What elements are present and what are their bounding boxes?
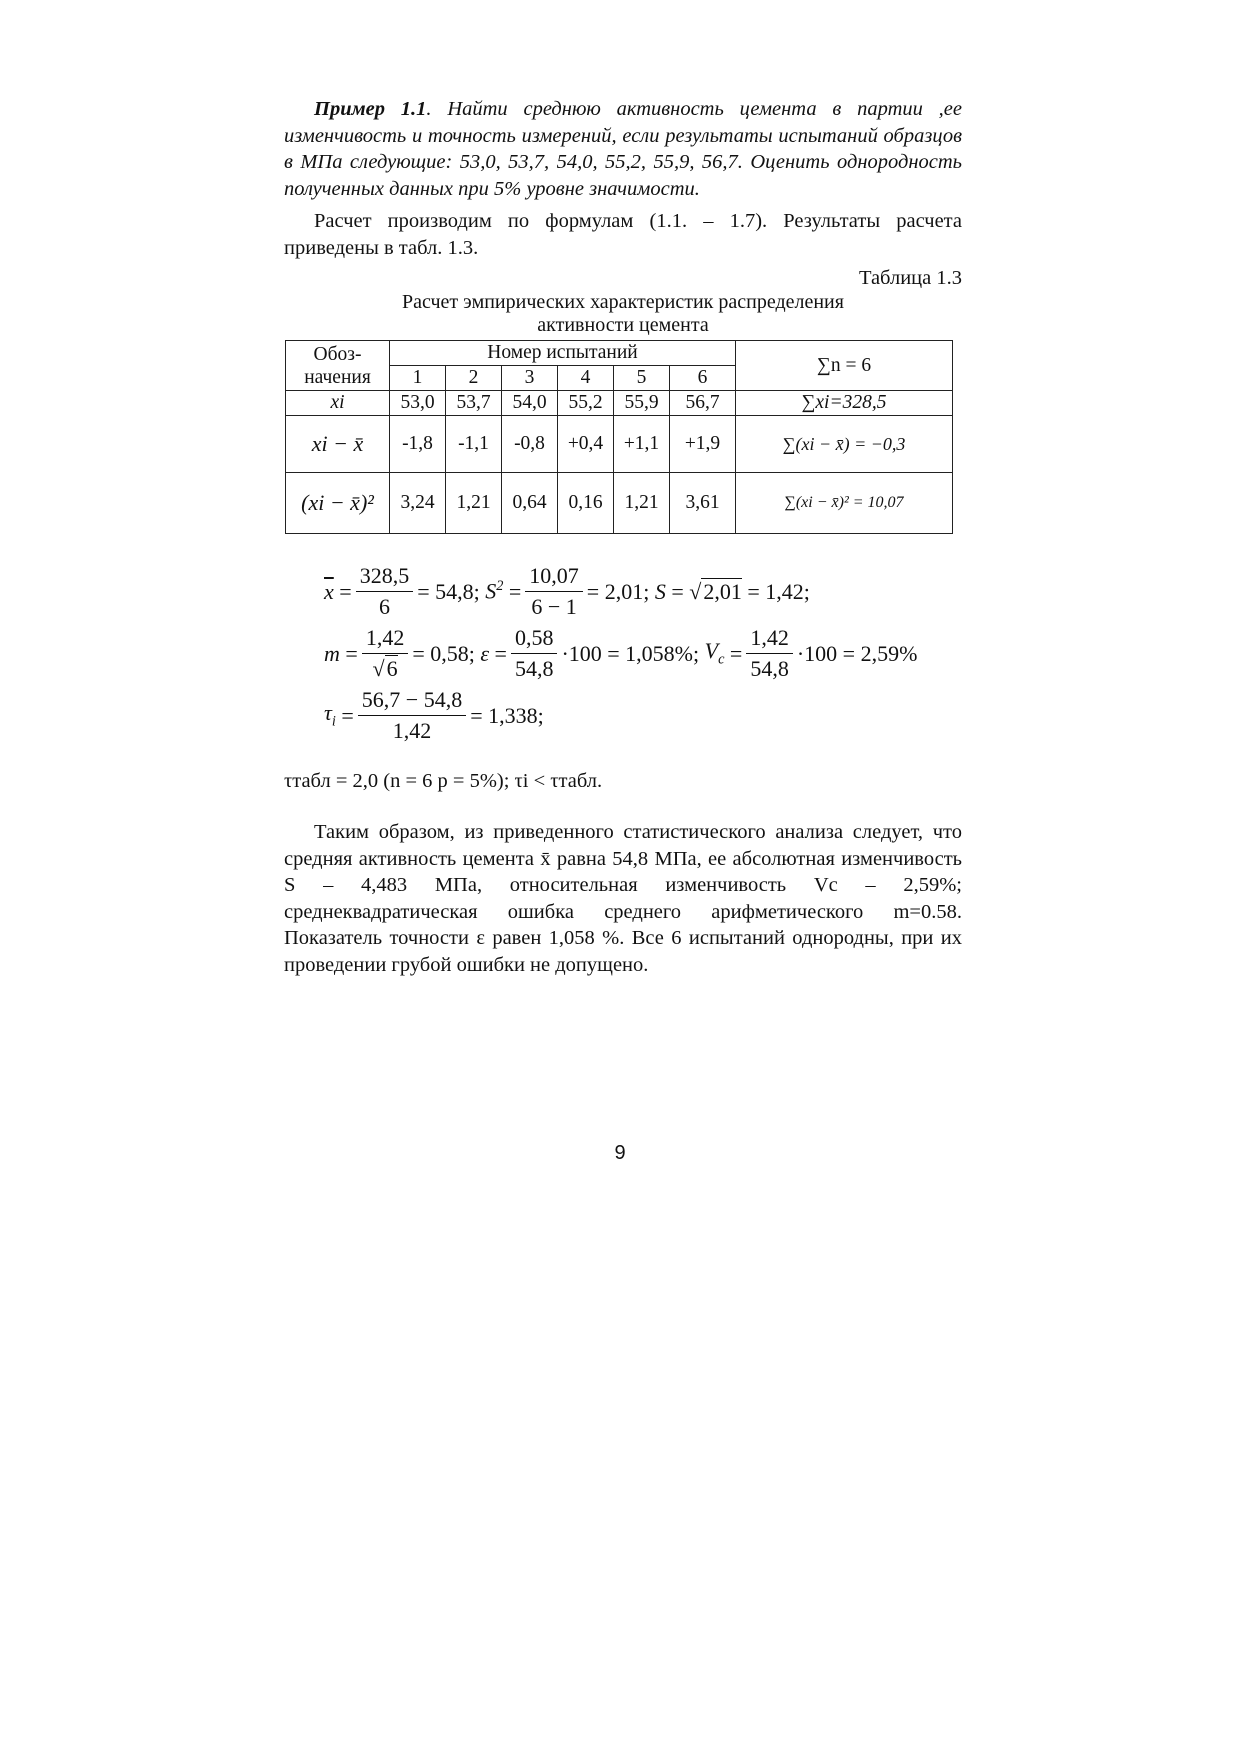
table-row xyxy=(286,416,953,473)
numerator: 1,42 xyxy=(746,624,793,654)
row-label: (xi − x̄)² xyxy=(286,473,390,534)
formula-block xyxy=(284,562,962,742)
denominator: 6 xyxy=(378,594,390,619)
denominator: 6 − 1 xyxy=(531,594,577,619)
formula-line-1: $\overline{x}$ = $\frac{328,5}{6}$ = 54,8; $S^2$ = $\frac{10,07}{6 - 1}$ = 2,01; S = √ 2,01 = 1,42; xyxy=(324,563,810,619)
table-cell: 1,21 xyxy=(614,473,670,534)
table-number: Таблица 1.3 xyxy=(858,267,962,289)
fraction xyxy=(525,562,583,621)
sqrt-value: 2,01 xyxy=(703,579,742,604)
denominator: 54,8 xyxy=(514,656,554,681)
result: ·100 = 1,058%; xyxy=(561,640,700,666)
table-cell: -1,1 xyxy=(446,416,502,473)
table-cell: 0,16 xyxy=(558,473,614,534)
table-cell: +1,9 xyxy=(670,416,736,473)
example-text: . Найти среднюю активность цемента в партии ,ее изменчивость и точность измерений, если результаты испытаний образцов в МПа следующие: 53,0, 53,7, 54,0, 55,2, 55,9, 56,7. Оценить однородность полученных данных при 5% уровне значимости. xyxy=(284,98,962,200)
fraction xyxy=(356,562,414,621)
result: ·100 = 2,59% xyxy=(796,640,918,666)
numerator: 328,5 xyxy=(356,562,414,592)
denominator: √6 xyxy=(372,656,398,681)
result: = 54,8; xyxy=(417,578,480,604)
fraction xyxy=(362,624,409,683)
conclusion-paragraph: Таким образом, из приведенного статистического анализа следует, что средняя активность цемента x̄ равна 54,8 МПа, ее абсолютная изменчивость S – 4,483 МПа, относительная изменчивость Vc – 2,59%; среднеквадратическая ошибка среднего арифметического m=0.58. Показатель точности ε равен 1,058 %. Все 6 испытаний однородны, при их проведении грубой ошибки не допущено. xyxy=(284,821,962,976)
formula-line-2: m = $\frac{1,42}{√6}$ = 0,58; ε = $\frac{0,58}{54,8}$ ·100 = 1,058%; $V_c$ = $\frac{1,42}{54,8}$ ·100 = 2,59% xyxy=(324,625,918,681)
intro-paragraph: Расчет производим по формулам (1.1. – 1.7). Результаты расчета приведены в табл. 1.3. xyxy=(284,210,962,259)
table-caption-line1: Расчет эмпирических характеристик распределения xyxy=(402,291,844,313)
sqrt-value: 6 xyxy=(386,656,398,681)
example-paragraph xyxy=(284,96,962,202)
test-number: 3 xyxy=(502,366,558,391)
test-number: 2 xyxy=(446,366,502,391)
table-cell: +1,1 xyxy=(614,416,670,473)
table-cell: -1,8 xyxy=(390,416,446,473)
tau-criterion-line: τтабл = 2,0 (n = 6 p = 5%); τi < τтабл. xyxy=(284,770,603,792)
row-sum: ∑(xi − x̄) = −0,3 xyxy=(736,416,953,473)
fraction xyxy=(358,686,466,745)
test-number: 6 xyxy=(670,366,736,391)
table-cell: 53,7 xyxy=(446,391,502,416)
row-label: xi xyxy=(286,391,390,416)
table-cell: -0,8 xyxy=(502,416,558,473)
result: = 1,42; xyxy=(747,578,810,604)
numerator: 0,58 xyxy=(511,624,558,654)
table-cell: 55,2 xyxy=(558,391,614,416)
result: = 0,58; xyxy=(412,640,475,666)
denominator: 54,8 xyxy=(750,656,789,681)
fraction xyxy=(746,624,793,683)
head-tests: Номер испытаний xyxy=(390,341,736,366)
numerator: 1,42 xyxy=(362,624,409,654)
page-content xyxy=(284,96,962,978)
fraction xyxy=(511,624,558,683)
row-sum: ∑xi=328,5 xyxy=(736,391,953,416)
table-caption-line2: активности цемента xyxy=(537,314,709,336)
test-number: 5 xyxy=(614,366,670,391)
table-cell: 55,9 xyxy=(614,391,670,416)
page-number: 9 xyxy=(614,1142,626,1164)
table-row xyxy=(286,473,953,534)
row-label: xi − x̄ xyxy=(286,416,390,473)
table-cell: 54,0 xyxy=(502,391,558,416)
table-cell: 3,61 xyxy=(670,473,736,534)
head-sum: ∑n = 6 xyxy=(736,341,953,391)
denominator: 1,42 xyxy=(392,718,432,743)
formula-line-3: $\tau_i$ = $\frac{56,7 - 54,8}{1,42}$ = 1,338; xyxy=(324,687,544,743)
table-cell: 0,64 xyxy=(502,473,558,534)
table-cell: 3,24 xyxy=(390,473,446,534)
table-cell: 53,0 xyxy=(390,391,446,416)
results-table xyxy=(285,340,953,534)
head-designation: Обоз- начения xyxy=(286,341,390,391)
table-cell: +0,4 xyxy=(558,416,614,473)
numerator: 10,07 xyxy=(525,562,583,592)
result: = 1,338; xyxy=(470,702,544,728)
table-cell: 1,21 xyxy=(446,473,502,534)
result: = 2,01; xyxy=(586,578,650,604)
numerator: 56,7 − 54,8 xyxy=(358,686,466,716)
table-row xyxy=(286,391,953,416)
example-label: Пример 1.1 xyxy=(314,98,427,120)
table-cell: 56,7 xyxy=(670,391,736,416)
row-sum: ∑(xi − x̄)² = 10,07 xyxy=(736,473,953,534)
test-number: 4 xyxy=(558,366,614,391)
test-number: 1 xyxy=(390,366,446,391)
